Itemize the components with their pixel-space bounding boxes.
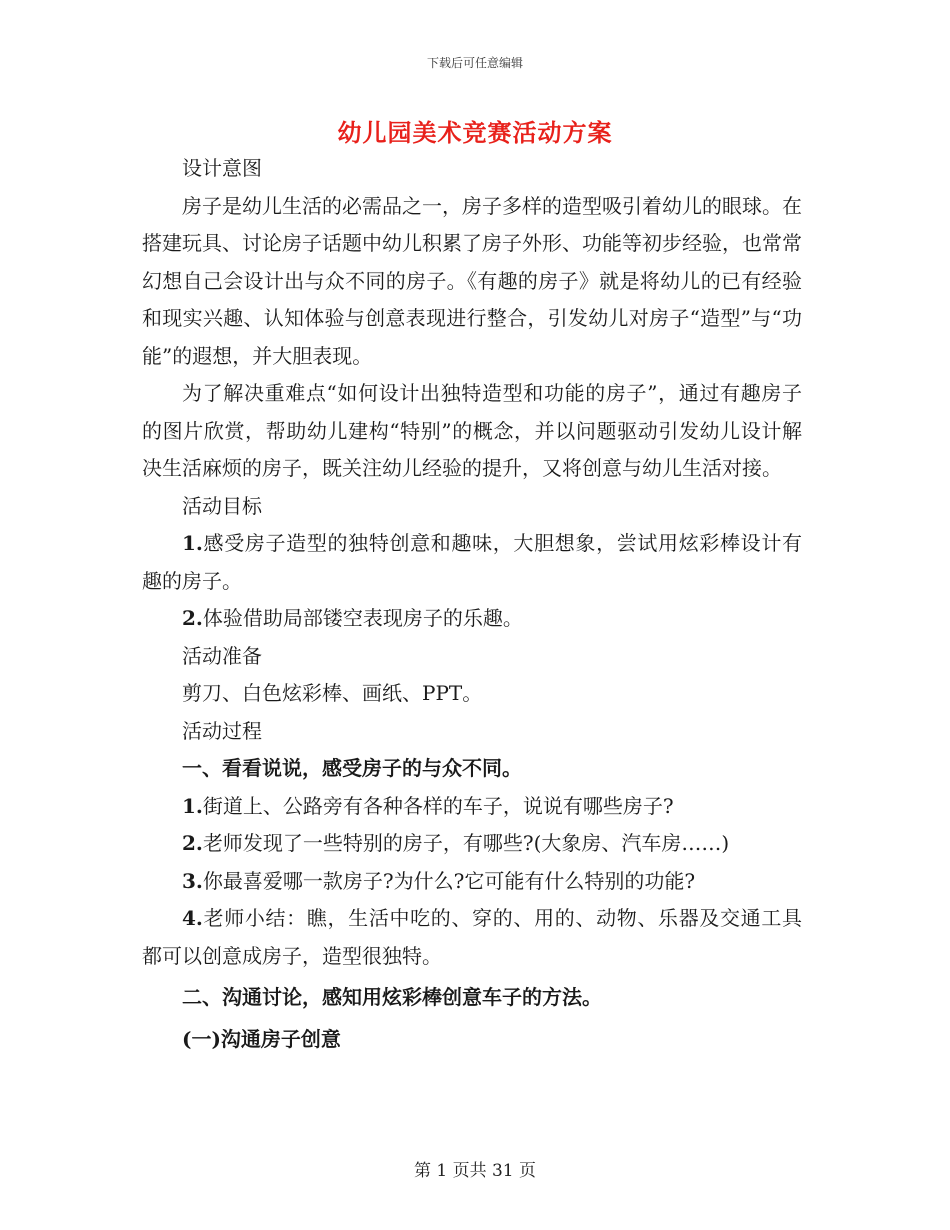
document-body <box>142 150 802 1058</box>
sub-1-heading: (一)沟通房子创意 <box>182 1026 341 1051</box>
question-4-number: 4. <box>182 906 203 930</box>
question-item-3 <box>142 863 802 901</box>
page-footer: 第 1 页共 31 页 <box>413 1161 537 1181</box>
question-4-text: 老师小结：瞧，生活中吃的、穿的、用的、动物、乐器及交通工具都可以创意成房子，造型很独特。 <box>142 906 802 968</box>
question-1-text: 街道上、公路旁有各种各样的车子，说说有哪些房子? <box>202 793 674 818</box>
question-2-number: 2. <box>182 831 203 855</box>
question-1-number: 1. <box>182 793 203 818</box>
question-2-text: 老师发现了一些特别的房子，有哪些?(大象房、汽车房……) <box>202 831 730 855</box>
question-item-4 <box>142 900 802 975</box>
goal-1-number: 1. <box>182 531 203 555</box>
design-intent-heading: 设计意图 <box>182 156 262 180</box>
part-1-heading: 一、看看说说，感受房子的与众不同。 <box>182 756 522 780</box>
process-heading: 活动过程 <box>182 718 262 743</box>
prep-text: 剪刀、白色炫彩棒、画纸、PPT。 <box>182 681 483 705</box>
question-3-number: 3. <box>182 868 203 893</box>
question-item-2 <box>142 825 802 863</box>
prep-heading: 活动准备 <box>182 643 262 668</box>
goal-2-text: 体验借助局部镂空表现房子的乐趣。 <box>202 606 523 630</box>
goal-1-text: 感受房子造型的独特创意和趣味，大胆想象，尝试用炫彩棒设计有趣的房子。 <box>142 531 802 593</box>
design-paragraph-1: 房子是幼儿生活的必需品之一，房子多样的造型吸引着幼儿的眼球。在搭建玩具、讨论房子话题中幼儿积累了房子外形、功能等初步经验，也常常幻想自己会设计出与众不同的房子。《有趣的房子》就是将幼儿的已有经验和现实兴趣、认知体验与创意表现进行整合，引发幼儿对房子“造型”与“功能”的遐想，并大胆表现。 <box>142 193 802 368</box>
document-title: 幼儿园美术竞赛活动方案 <box>337 118 613 147</box>
question-3-text: 你最喜爱哪一款房子?为什么?它可能有什么特别的功能? <box>202 868 696 893</box>
design-paragraph-2: 为了解决重难点“如何设计出独特造型和功能的房子”，通过有趣房子的图片欣赏，帮助幼儿建构“特别”的概念，并以问题驱动引发幼儿设计解决生活麻烦的房子，既关注幼儿经验的提升，又将创意与幼儿生活对接。 <box>142 381 802 480</box>
question-item-1 <box>142 788 802 826</box>
header-note: 下载后可任意编辑 <box>426 56 523 70</box>
goals-heading: 活动目标 <box>182 493 262 518</box>
goal-2-number: 2. <box>182 606 203 630</box>
goal-item-1 <box>142 525 802 600</box>
goal-item-2 <box>142 600 802 638</box>
part-2-heading: 二、沟通讨论，感知用炫彩棒创意车子的方法。 <box>182 985 602 1009</box>
